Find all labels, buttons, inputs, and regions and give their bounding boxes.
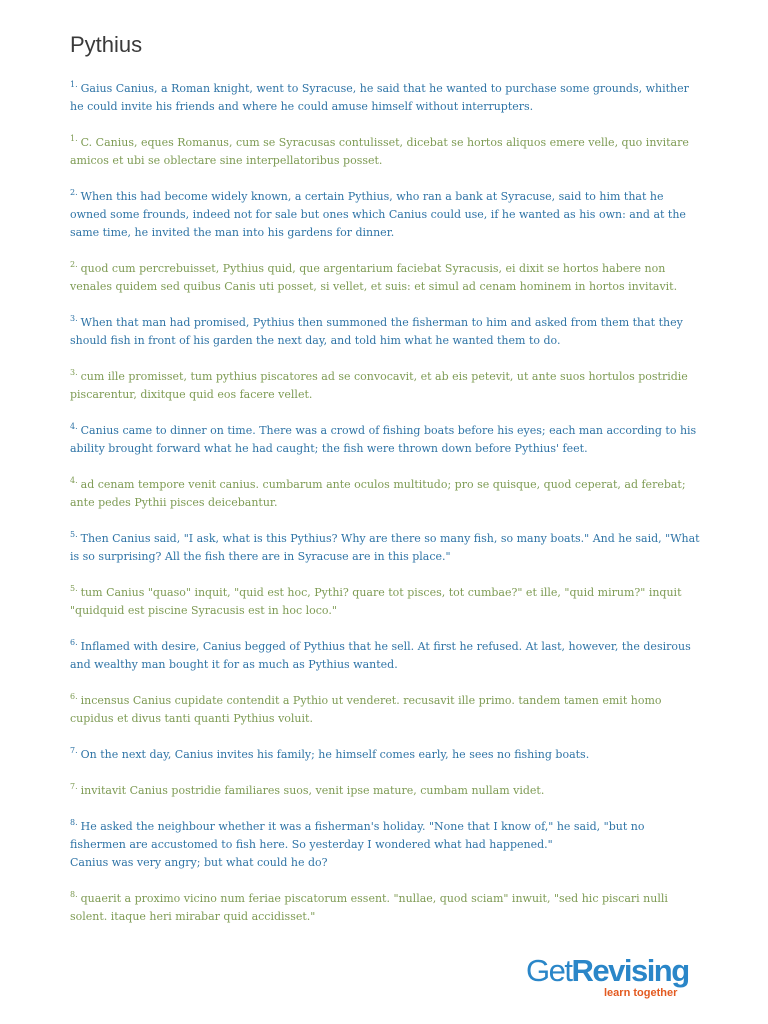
passage-la <box>70 584 700 620</box>
passage-text: ad cenam tempore venit canius. cumbarum ante oculos multitudo; pro se quisque, quod ceperat, ad ferebat; ante pedes Pythii pisces deicebantur. <box>70 478 686 509</box>
passage-number: 5. <box>70 530 78 540</box>
passage-en <box>70 818 700 872</box>
passage-en <box>70 530 700 566</box>
passage-en <box>70 314 700 350</box>
passage-number: 3. <box>70 368 78 378</box>
passage-text: C. Canius, eques Romanus, cum se Syracusas contulisset, dicebat se hortos aliquos emere velle, quo invitare amicos et ubi se oblectare sine interpellatoribus posset. <box>70 136 689 167</box>
passage-la <box>70 134 700 170</box>
passage-number: 8. <box>70 818 78 828</box>
logo-revising: Revising <box>571 953 689 988</box>
passage-number: 7. <box>70 746 78 756</box>
logo-wordmark <box>526 955 689 987</box>
passage-number: 7. <box>70 782 78 792</box>
passage-text: When this had become widely known, a certain Pythius, who ran a bank at Syracuse, said to him that he owned some frounds, indeed not for sale but ones which Canius could use, if he wanted as his own: and at the same time, he invited the man into his gardens for dinner. <box>70 190 686 239</box>
passage-la <box>70 782 700 800</box>
passage-number: 2. <box>70 188 78 198</box>
passage-la <box>70 260 700 296</box>
passage-text: When that man had promised, Pythius then summoned the fisherman to him and asked from them that they should fish in front of his garden the next day, and told him what he wanted them to do. <box>70 316 683 347</box>
passage-number: 6. <box>70 638 78 648</box>
passage-number: 8. <box>70 890 78 900</box>
passage-number: 6. <box>70 692 78 702</box>
passage-en <box>70 638 700 674</box>
passage-number: 3. <box>70 314 78 324</box>
passage-text: invitavit Canius postridie familiares suos, venit ipse mature, cumbam nullam videt. <box>80 784 545 797</box>
passage-text: Inflamed with desire, Canius begged of Pythius that he sell. At first he refused. At last, however, the desirous and wealthy man bought it for as much as Pythius wanted. <box>70 640 691 671</box>
passage-extra-line: Canius was very angry; but what could he do? <box>70 856 328 869</box>
passage-number: 5. <box>70 584 78 594</box>
passage-text: Then Canius said, "I ask, what is this Pythius? Why are there so many fish, so many boats." And he said, "What is so surprising? All the fish there are in Syracuse are in this place." <box>70 532 700 563</box>
passage-text: He asked the neighbour whether it was a fisherman's holiday. "None that I know of," he said, "but no fishermen are accustomed to fish here. So yesterday I wondered what had happened." <box>70 820 645 851</box>
getrevising-logo[interactable] <box>526 955 721 1005</box>
passage-text: cum ille promisset, tum pythius piscatores ad se convocavit, et ab eis petevit, ut ante suos hortulos postridie piscarentur, dixitque quid eos facere vellet. <box>70 370 688 401</box>
passage-text: quod cum percrebuisset, Pythius quid, que argentarium faciebat Syracusis, ei dixit se hortos habere non venales quidem sed quibus Canis uti posset, si vellet, et suis: et simul ad cenam hominem in hortos invitavit. <box>70 262 678 293</box>
passage-text: quaerit a proximo vicino num feriae piscatorum essent. "nullae, quod sciam" inwuit, "sed hic piscari nulli solent. itaque heri mirabar quid accidisset." <box>70 892 668 923</box>
passage-list <box>70 80 700 944</box>
passage-text: Canius came to dinner on time. There was a crowd of fishing boats before his eyes; each man according to his ability brought forward what he had caught; the fish were thrown down before Pythius' feet. <box>70 424 697 455</box>
passage-text: Gaius Canius, a Roman knight, went to Syracuse, he said that he wanted to purchase some grounds, whither he could invite his friends and where he could amuse himself without interrupters. <box>70 82 689 113</box>
passage-en <box>70 422 700 458</box>
passage-en <box>70 80 700 116</box>
passage-number: 4. <box>70 422 78 432</box>
passage-la <box>70 890 700 926</box>
passage-text: tum Canius "quaso" inquit, "quid est hoc, Pythi? quare tot pisces, tot cumbae?" et ille, "quid mirum?" inquit "quidquid est piscine Syracusis est in hoc loco." <box>70 586 682 617</box>
passage-number: 4. <box>70 476 78 486</box>
passage-text: On the next day, Canius invites his family; he himself comes early, he sees no fishing boats. <box>80 748 590 761</box>
passage-la <box>70 368 700 404</box>
passage-la <box>70 692 700 728</box>
passage-la <box>70 476 700 512</box>
passage-text: incensus Canius cupidate contendit a Pythio ut venderet. recusavit ille primo. tandem tamen emit homo cupidus et divus tanti quanti Pythius voluit. <box>70 694 662 725</box>
passage-number: 2. <box>70 260 78 270</box>
passage-en <box>70 188 700 242</box>
passage-number: 1. <box>70 134 78 144</box>
page-title: Pythius <box>70 32 143 57</box>
logo-tagline: learn together <box>604 987 678 999</box>
passage-en <box>70 746 700 764</box>
logo-get: Get <box>526 953 572 988</box>
passage-number: 1. <box>70 80 78 90</box>
